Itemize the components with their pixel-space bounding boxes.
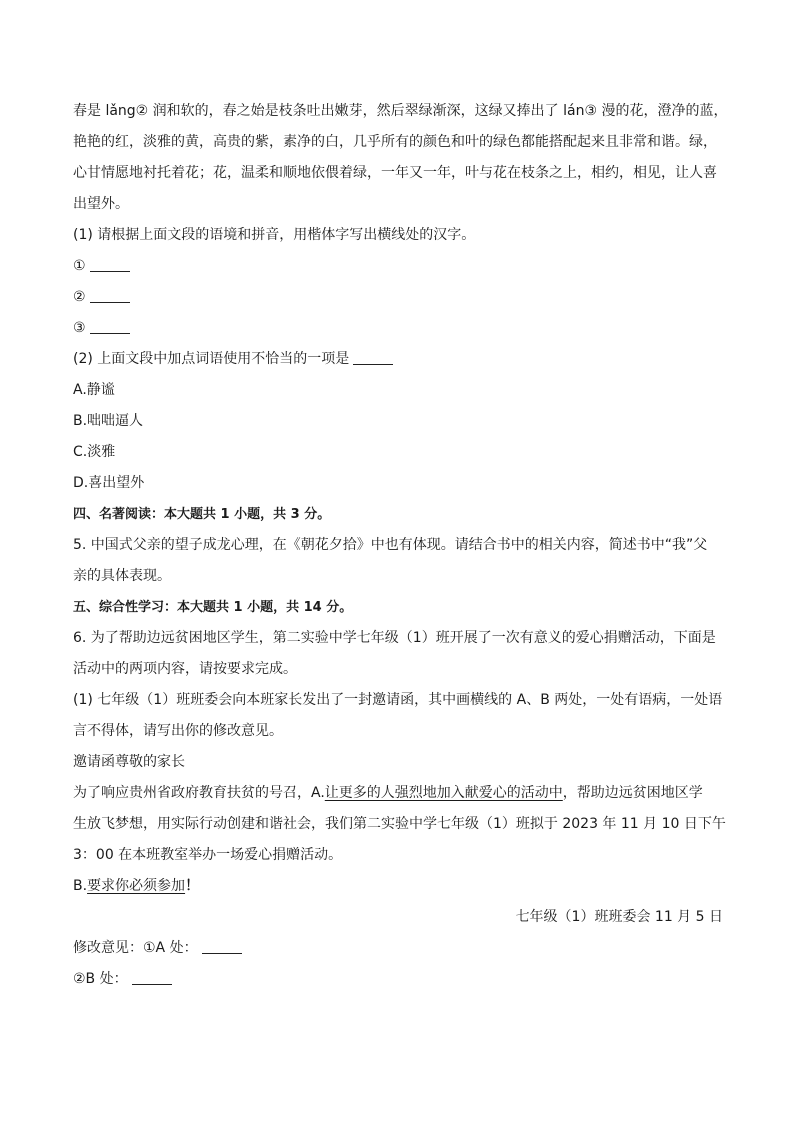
underlined-sentence-b: 要求你必须参加 bbox=[87, 878, 186, 894]
letter-line-1-post: ，帮助边远贫困地区学 bbox=[562, 785, 703, 801]
letter-line-1-pre: 为了响应贵州省政府教育扶贫的号召，A. bbox=[73, 785, 325, 801]
blank-line bbox=[353, 350, 393, 365]
letter-line-1 bbox=[73, 778, 723, 809]
blank-label-1: ① bbox=[73, 258, 86, 274]
answer-blank-1 bbox=[73, 251, 723, 282]
passage-line-1: 春是 lǎng② 润和软的，春之始是枝条吐出嫩芽，然后翠绿渐深，这绿又捧出了 lán③ 漫的花，澄净的蓝， bbox=[73, 103, 728, 119]
question-sub-2 bbox=[73, 344, 723, 375]
passage-line-4: 出望外。 bbox=[73, 196, 129, 212]
letter-b-post: ！ bbox=[185, 878, 200, 894]
passage-line-2: 艳艳的红，淡雅的黄，高贵的紫，素净的白，几乎所有的颜色和叶的绿色都能搭配起来且非常和谐。绿， bbox=[73, 134, 717, 150]
passage-line-3: 心甘情愿地衬托着花；花，温柔和顺地依偎着绿，一年又一年，叶与花在枝条之上，相约，相见，让人喜 bbox=[73, 165, 717, 181]
answer-b-label: ②B 处： bbox=[73, 971, 128, 987]
blank-line bbox=[90, 288, 130, 303]
question-6-line-1: 6. 为了帮助边远贫困地区学生，第二实验中学七年级（1）班开展了一次有意义的爱心捐赠活动，下面是 bbox=[73, 630, 716, 646]
blank-label-2: ② bbox=[73, 289, 86, 305]
answer-blank-3 bbox=[73, 313, 723, 344]
letter-line-b bbox=[73, 871, 723, 902]
letter-b-pre: B. bbox=[73, 878, 88, 894]
question-sub-1: (1) 请根据上面文段的语境和拼音，用楷体字写出横线处的汉字。 bbox=[73, 227, 476, 243]
letter-greeting: 邀请函尊敬的家长 bbox=[73, 754, 185, 770]
blank-line bbox=[132, 970, 172, 985]
question-5-line-1: 5. 中国式父亲的望子成龙心理，在《朝花夕拾》中也有体现。请结合书中的相关内容，简述书中“我”父 bbox=[73, 537, 708, 553]
blank-line bbox=[90, 257, 130, 272]
section-heading-4: 四、名著阅读：本大题共 1 小题，共 3 分。 bbox=[73, 507, 331, 522]
option-c: C.淡雅 bbox=[73, 444, 116, 460]
document-page bbox=[73, 96, 728, 995]
answer-blank-2 bbox=[73, 282, 723, 313]
letter-line-2: 生放飞梦想，用实际行动创建和谐社会，我们第二实验中学七年级（1）班拟于 2023 年 11 月 10 日下午 bbox=[73, 816, 726, 832]
option-a: A.静谧 bbox=[73, 382, 115, 398]
section-heading-5: 五、综合性学习：本大题共 1 小题，共 14 分。 bbox=[73, 600, 353, 615]
blank-line bbox=[90, 319, 130, 334]
blank-label-3: ③ bbox=[73, 320, 86, 336]
option-b: B.咄咄逼人 bbox=[73, 413, 144, 429]
question-6-sub-1-line-2: 言不得体，请写出你的修改意见。 bbox=[73, 723, 283, 739]
answer-a bbox=[73, 933, 723, 964]
option-d: D.喜出望外 bbox=[73, 475, 145, 491]
blank-line bbox=[202, 939, 242, 954]
underlined-sentence-a: 让更多的人强烈地加入献爱心的活动中 bbox=[324, 785, 563, 801]
answer-b bbox=[73, 964, 723, 995]
letter-signature: 七年级（1）班班委会 11 月 5 日 bbox=[515, 909, 723, 925]
question-6-line-2: 活动中的两项内容，请按要求完成。 bbox=[73, 661, 297, 677]
letter-line-3: 3：00 在本班教室举办一场爱心捐赠活动。 bbox=[73, 847, 343, 863]
question-6-sub-1-line-1: (1) 七年级（1）班班委会向本班家长发出了一封邀请函，其中画横线的 A、B 两处，一处有语病，一处语 bbox=[73, 692, 723, 708]
question-5-line-2: 亲的具体表现。 bbox=[73, 568, 171, 584]
answer-a-label: 修改意见：①A 处： bbox=[73, 940, 198, 956]
question-sub-2-text: (2) 上面文段中加点词语使用不恰当的一项是 bbox=[73, 351, 350, 367]
